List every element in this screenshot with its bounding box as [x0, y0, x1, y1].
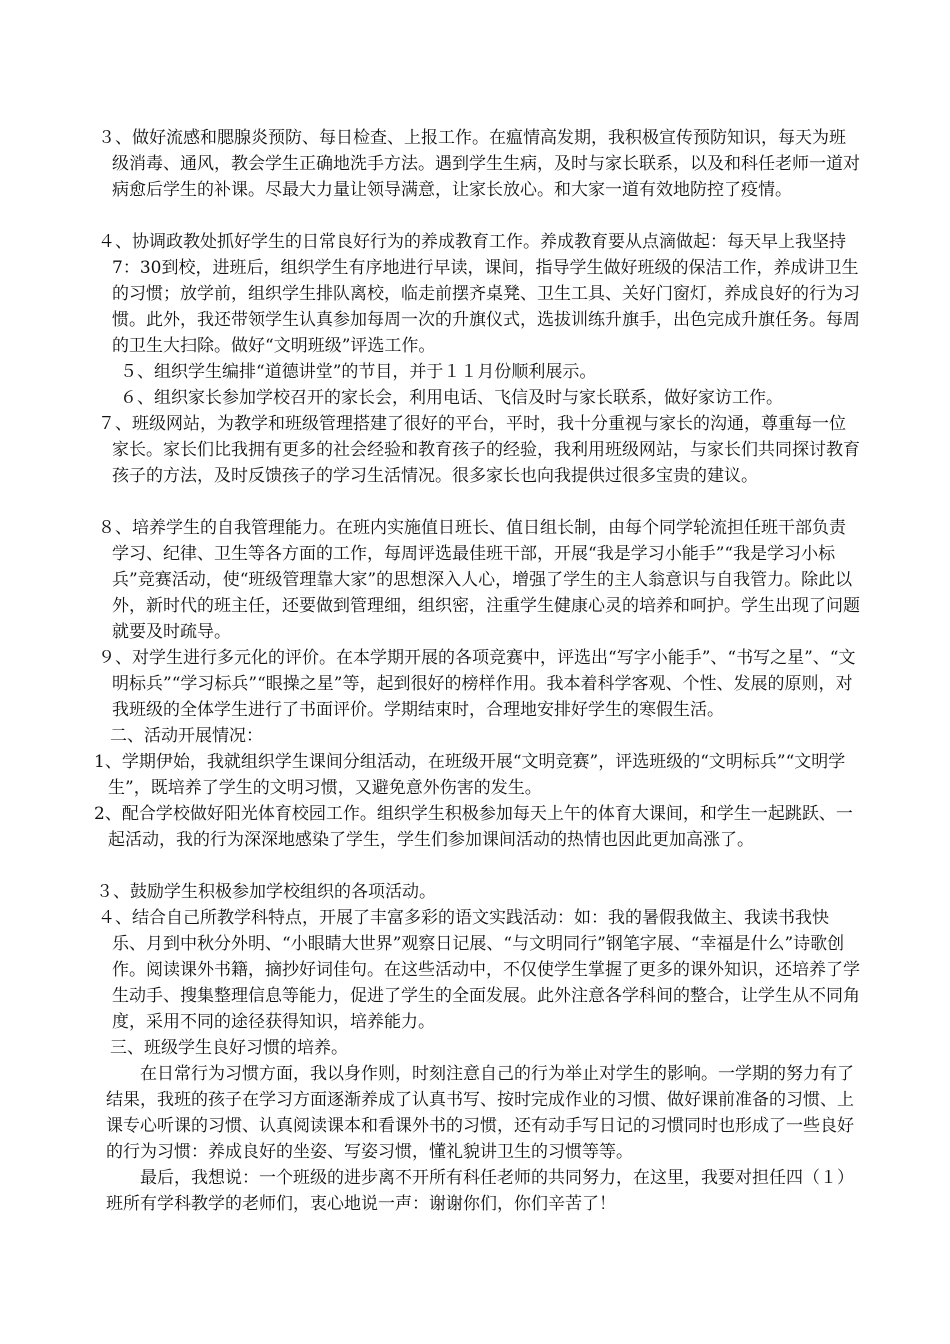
paragraph-item-4: ４、协调政教处抓好学生的日常良好行为的养成教育工作。养成教育要从点滴做起：每天早上我坚持7：30到校，进班后，组织学生有序地进行早读，课间，指导学生做好班级的保洁工作，养成讲卫生的习惯；放学前，组织学生排队离校，临走前摆齐桌凳、卫生工具、关好门窗灯，养成良好的行为习惯。此外，我还带领学生认真参加每周一次的升旗仪式，选拔训练升旗手，出色完成升旗任务。每周的卫生大扫除。做好“文明班级”评选工作。 [98, 232, 860, 356]
paragraph-item-3: ３、做好流感和腮腺炎预防、每日检查、上报工作。在瘟情高发期，我积极宣传预防知识，每天为班级消毒、通风，教会学生正确地洗手方法。遇到学生生病，及时与家长联系，以及和科任老师一道对病愈后学生的补课。尽最大力量让领导满意，让家长放心。和大家一道有效地防控了疫情。 [98, 128, 860, 200]
activity-item-3: ３、鼓励学生积极参加学校组织的各项活动。 [96, 882, 436, 902]
section-heading-habits: 三、班级学生良好习惯的培养。 [110, 1038, 348, 1058]
paragraph-item-5: ５、组织学生编排“道德讲堂”的节目，并于１１月份顺利展示。 [120, 362, 597, 382]
closing-paragraph: 最后，我想说：一个班级的进步离不开所有科任老师的共同努力，在这里，我要对担任四（１）班所有学科教学的老师们，衷心地说一声：谢谢你们，你们辛苦了！ [106, 1168, 854, 1214]
activity-item-4: ４、结合自己所教学科特点，开展了丰富多彩的语文实践活动：如：我的暑假我做主、我读书我快乐、月到中秋分外明、“小眼睛大世界”观察日记展、“与文明同行”钢笔字展、“幸福是什么”诗歌创作。阅读课外书籍，摘抄好词佳句。在这些活动中，不仅使学生掌握了更多的课外知识，还培养了学生动手、搜集整理信息等能力，促进了学生的全面发展。此外注意各学科间的整合，让学生从不同角度，采用不同的途径获得知识，培养能力。 [98, 908, 860, 1032]
paragraph-item-6: ６、组织家长参加学校召开的家长会，利用电话、飞信及时与家长联系，做好家访工作。 [120, 388, 783, 408]
paragraph-item-7: ７、班级网站，为教学和班级管理搭建了很好的平台，平时，我十分重视与家长的沟通，尊重每一位家长。家长们比我拥有更多的社会经验和教育孩子的经验，我利用班级网站，与家长们共同探讨教育孩子的方法，及时反馈孩子的学习生活情况。很多家长也向我提供过很多宝贵的建议。 [98, 414, 860, 486]
habits-body: 在日常行为习惯方面，我以身作则，时刻注意自己的行为举止对学生的影响。一学期的努力有了结果，我班的孩子在学习方面逐渐养成了认真书写、按时完成作业的习惯、做好课前准备的习惯、上课专心听课的习惯、认真阅读课本和看课外书的习惯，还有动手写日记的习惯同时也形成了一些良好的行为习惯：养成良好的坐姿、写姿习惯，懂礼貌讲卫生的习惯等等。 [106, 1064, 854, 1162]
paragraph-item-8: ８、培养学生的自我管理能力。在班内实施值日班长、值日组长制，由每个同学轮流担任班干部负责学习、纪律、卫生等各方面的工作，每周评选最佳班干部，开展“我是学习小能手”“我是学习小标兵”竞赛活动，使“班级管理靠大家”的思想深入人心，增强了学生的主人翁意识与自我管力。除此以外，新时代的班主任，还要做到管理细，组织密，注重学生健康心灵的培养和呵护。学生出现了问题就要及时疏导。 [98, 518, 860, 642]
activity-item-1: 1、学期伊始，我就组织学生课间分组活动，在班级开展“文明竞赛”，评选班级的“文明标兵”“文明学生”，既培养了学生的文明习惯，又避免意外伤害的发生。 [94, 752, 846, 798]
activity-item-2: 2、配合学校做好阳光体育校园工作。组织学生积极参加每天上午的体育大课间，和学生一起跳跃、一起活动，我的行为深深地感染了学生，学生们参加课间活动的热情也因此更加高涨了。 [94, 804, 853, 850]
paragraph-item-9: ９、对学生进行多元化的评价。在本学期开展的各项竞赛中，评选出“写字小能手”、“书写之星”、“文明标兵”“学习标兵”“眼操之星”等，起到很好的榜样作用。我本着科学客观、个性、发展的原则，对我班级的全体学生进行了书面评价。学期结束时，合理地安排好学生的寒假生活。 [98, 648, 856, 720]
section-heading-activities: 二、活动开展情况： [110, 726, 263, 746]
